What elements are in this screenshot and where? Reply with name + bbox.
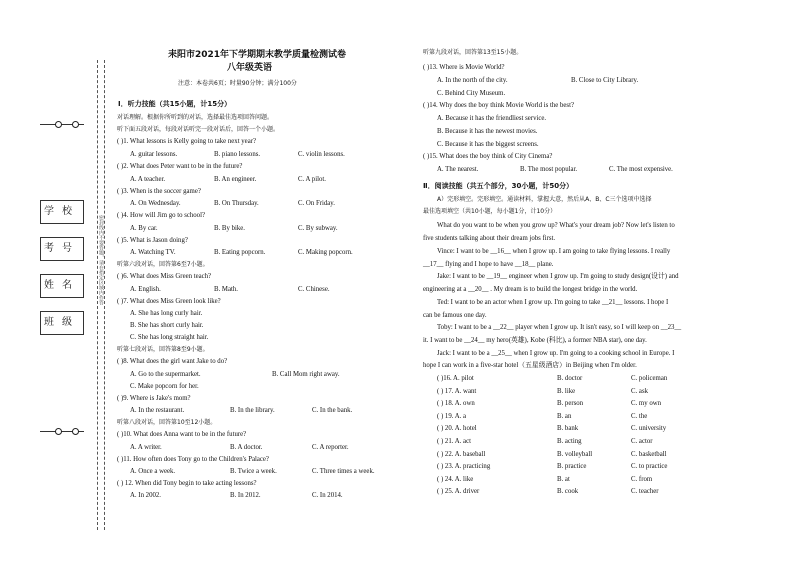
option: C. A reporter.	[312, 444, 349, 451]
section-title: Ⅱ．阅读技能（共五个部分，30小题，计50分）	[423, 182, 574, 190]
cloze-option: C. to practice	[631, 463, 668, 471]
option: C. The most expensive.	[609, 166, 673, 173]
seal-ring-icon	[72, 428, 79, 435]
option: B. In the library.	[230, 407, 275, 414]
question-11: ( )11. How often does Tony go to the Children's Palace?	[117, 456, 269, 463]
passage-line: hope I can work in a five-star hotel（五星级酒店）in Beijing when I'm older.	[423, 362, 637, 369]
seal-note: 密封线内不要答题，请在指定区域内作答	[98, 215, 104, 305]
passage-line: __17__ flying and I hope to have __18__ plane.	[423, 261, 554, 268]
cloze-option: C. ask	[631, 387, 648, 395]
option: A. In the restaurant.	[130, 407, 185, 414]
option: A. She has long curly hair.	[130, 310, 203, 317]
passage-line: can be famous one day.	[423, 312, 487, 319]
option: C. Make popcorn for her.	[130, 383, 199, 390]
cloze-question: ( ) 23. A. practicing	[437, 463, 491, 471]
option: C. By subway.	[298, 225, 338, 232]
cloze-option: C. actor	[631, 438, 653, 445]
question-6: ( )6. What does Miss Green teach?	[117, 273, 212, 280]
cloze-option: C. policeman	[631, 375, 668, 382]
cloze-option: B. an	[557, 412, 572, 420]
cloze-question: ( ) 24. A. like	[437, 475, 474, 483]
question-15: ( )15. What does the boy think of City Cinema?	[423, 153, 553, 160]
instruction: 最佳选项填空（共10小题，每小题1分，计10分）	[423, 208, 557, 215]
section-title: Ⅰ．听力技能（共15小题，计15分）	[118, 100, 232, 108]
option: A. A writer.	[130, 444, 162, 451]
cloze-question: ( ) 25. A. driver	[437, 488, 480, 496]
question-9: ( )9. Where is Jake's mom?	[117, 395, 191, 402]
cloze-question: ( ) 21. A. act	[437, 438, 471, 445]
option: A. In the north of the city.	[437, 77, 508, 84]
option: B. Call Mom right away.	[272, 371, 340, 378]
option: A. Because it has the friendliest service.	[437, 115, 547, 122]
cloze-option: C. from	[631, 475, 653, 483]
option: B. She has short curly hair.	[130, 322, 204, 329]
option: B. In 2012.	[230, 492, 261, 499]
question-3: ( )3. When is the soccer game?	[117, 188, 201, 195]
passage-line: Ted: I want to be an actor when I grow up. I'm going to take __21__ lessons. I hope I	[437, 299, 669, 306]
instruction: 听第九段对话，回答第13至15小题。	[423, 49, 523, 56]
passage-line: Jack: I want to be a __25__ when I grow up. I'm going to a cooking school in Europe. I	[437, 350, 675, 357]
passage-line: engineering at a __20__ . My dream is to build the longest bridge in the world.	[423, 286, 638, 293]
cloze-option: B. doctor	[557, 375, 583, 382]
school-field[interactable]: 学校	[40, 200, 84, 224]
option: A. The nearest.	[437, 166, 479, 173]
question-12: ( ) 12. When did Tony begin to take acting lessons?	[117, 480, 257, 487]
option: B. Close to City Library.	[571, 77, 639, 84]
option: C. In 2014.	[312, 492, 343, 499]
option: B. By bike.	[214, 225, 245, 232]
name-field[interactable]: 姓名	[40, 274, 84, 298]
seal-ring-icon	[55, 428, 62, 435]
instruction: 听第八段对话，回答第10至12小题。	[117, 419, 217, 426]
option: C. In the bank.	[312, 407, 353, 414]
cloze-question: ( ) 19. A. a	[437, 412, 467, 420]
cloze-option: C. my own	[631, 400, 662, 408]
cloze-question: ( ) 17. A. want	[437, 387, 477, 395]
cloze-option: B. at	[557, 475, 570, 483]
instruction: 听下面五段对话，每段对话听完一段对话后，回答一个小题。	[117, 126, 280, 133]
cloze-option: B. person	[557, 400, 584, 408]
option: C. On Friday.	[298, 200, 335, 207]
option: B. A doctor.	[230, 444, 263, 451]
cloze-option: C. teacher	[631, 488, 659, 496]
cloze-option: B. like	[557, 387, 576, 395]
cloze-question: ( ) 20. A. hotel	[437, 425, 477, 433]
option: B. Math.	[214, 286, 238, 293]
cloze-option: B. acting	[557, 438, 582, 445]
cloze-option: B. bank	[557, 425, 579, 433]
passage-line: it. I want to be __24__ my hero(英雄), Kobe (科比), a former NBA star), one day.	[423, 337, 647, 344]
instruction: 听第七段对话，回答第8至9小题。	[117, 346, 209, 353]
exam-title: 耒阳市2021年下学期期末教学质量检测试卷	[168, 50, 347, 60]
seal-ring-icon	[72, 121, 79, 128]
class-field[interactable]: 班级	[40, 311, 84, 335]
passage-line: Jake: I want to be __19__ engineer when I grow up. I'm going to study design(设计) and	[437, 273, 679, 280]
option: A. Watching TV.	[130, 249, 176, 256]
question-7: ( )7. What does Miss Green look like?	[117, 298, 221, 305]
cloze-option: C. basketball	[631, 450, 667, 458]
question-4: ( )4. How will Jim go to school?	[117, 212, 205, 219]
exam-subtitle: 八年级英语	[227, 63, 273, 73]
cloze-question: ( )16. A. pilot	[437, 375, 474, 382]
question-14: ( )14. Why does the boy think Movie World is the best?	[423, 102, 574, 109]
question-8: ( )8. What does the girl want Jake to do?	[117, 358, 228, 365]
cloze-option: C. university	[631, 425, 667, 433]
passage-line: five students talking about their dream jobs first.	[423, 235, 556, 242]
option: B. The most popular.	[520, 166, 578, 173]
option: C. violin lessons.	[298, 151, 345, 158]
option: A. Once a week.	[130, 468, 176, 475]
instruction: 对话理解。根据你所听到的对话，选择最佳选项回答问题。	[117, 114, 274, 121]
cloze-question: ( ) 18. A. own	[437, 400, 475, 408]
cloze-option: B. volleyball	[557, 450, 593, 458]
option: C. Because it has the biggest screens.	[437, 141, 539, 148]
option: A. guitar lessons.	[130, 151, 178, 158]
question-13: ( )13. Where is Movie World?	[423, 64, 505, 71]
option: B. piano lessons.	[214, 151, 261, 158]
option: C. Three times a week.	[312, 468, 375, 475]
option: C. A pilot.	[298, 176, 326, 183]
instruction: 听第六段对话，回答第6至7小题。	[117, 261, 209, 268]
passage-line: Toby: I want to be a __22__ player when I grow up. It isn't easy, so I will keep on __23__	[437, 324, 682, 331]
question-5: ( )5. What is Jason doing?	[117, 237, 188, 244]
seal-ring-icon	[55, 121, 62, 128]
question-10: ( )10. What does Anna want to be in the future?	[117, 431, 247, 438]
option: C. Behind City Museum.	[437, 90, 506, 97]
exam-note: 注意：本卷共6页；时量90分钟；满分100分	[178, 80, 297, 87]
question-2: ( )2. What does Peter want to be in the future?	[117, 163, 243, 170]
passage-line: Vince: I want to be __16__ when I grow up. I am going to take flying lessons. I really	[437, 248, 671, 255]
option: C. She has long straight hair.	[130, 334, 209, 341]
cloze-option: C. the	[631, 412, 648, 420]
cloze-option: B. cook	[557, 488, 579, 496]
option: A. A teacher.	[130, 176, 166, 183]
option: C. Chinese.	[298, 286, 330, 293]
passage-line: What do you want to be when you grow up? What's your dream job? Now let's listen to	[437, 222, 675, 229]
cloze-option: B. practice	[557, 463, 587, 471]
option: B. An engineer.	[214, 176, 257, 183]
option: B. Because it has the newest movies.	[437, 128, 538, 135]
question-1: ( )1. What lessons is Kelly going to take next year?	[117, 138, 256, 145]
option: B. Twice a week.	[230, 468, 277, 475]
option: A. By car.	[130, 225, 158, 232]
option: B. Eating popcorn.	[214, 249, 266, 256]
option: A. In 2002.	[130, 492, 161, 499]
exam-number-field[interactable]: 考号	[40, 237, 84, 261]
option: A. English.	[130, 286, 161, 293]
cloze-question: ( ) 22. A. baseball	[437, 450, 486, 458]
option: C. Making popcorn.	[298, 249, 353, 256]
option: A. On Wednesday.	[130, 200, 181, 207]
instruction: A）完形填空。完形填空。通读材料，掌握大意，然后从A、B、C三个选项中选择	[437, 196, 652, 203]
option: B. On Thursday.	[214, 200, 259, 207]
option: A. Go to the supermarket.	[130, 371, 201, 378]
